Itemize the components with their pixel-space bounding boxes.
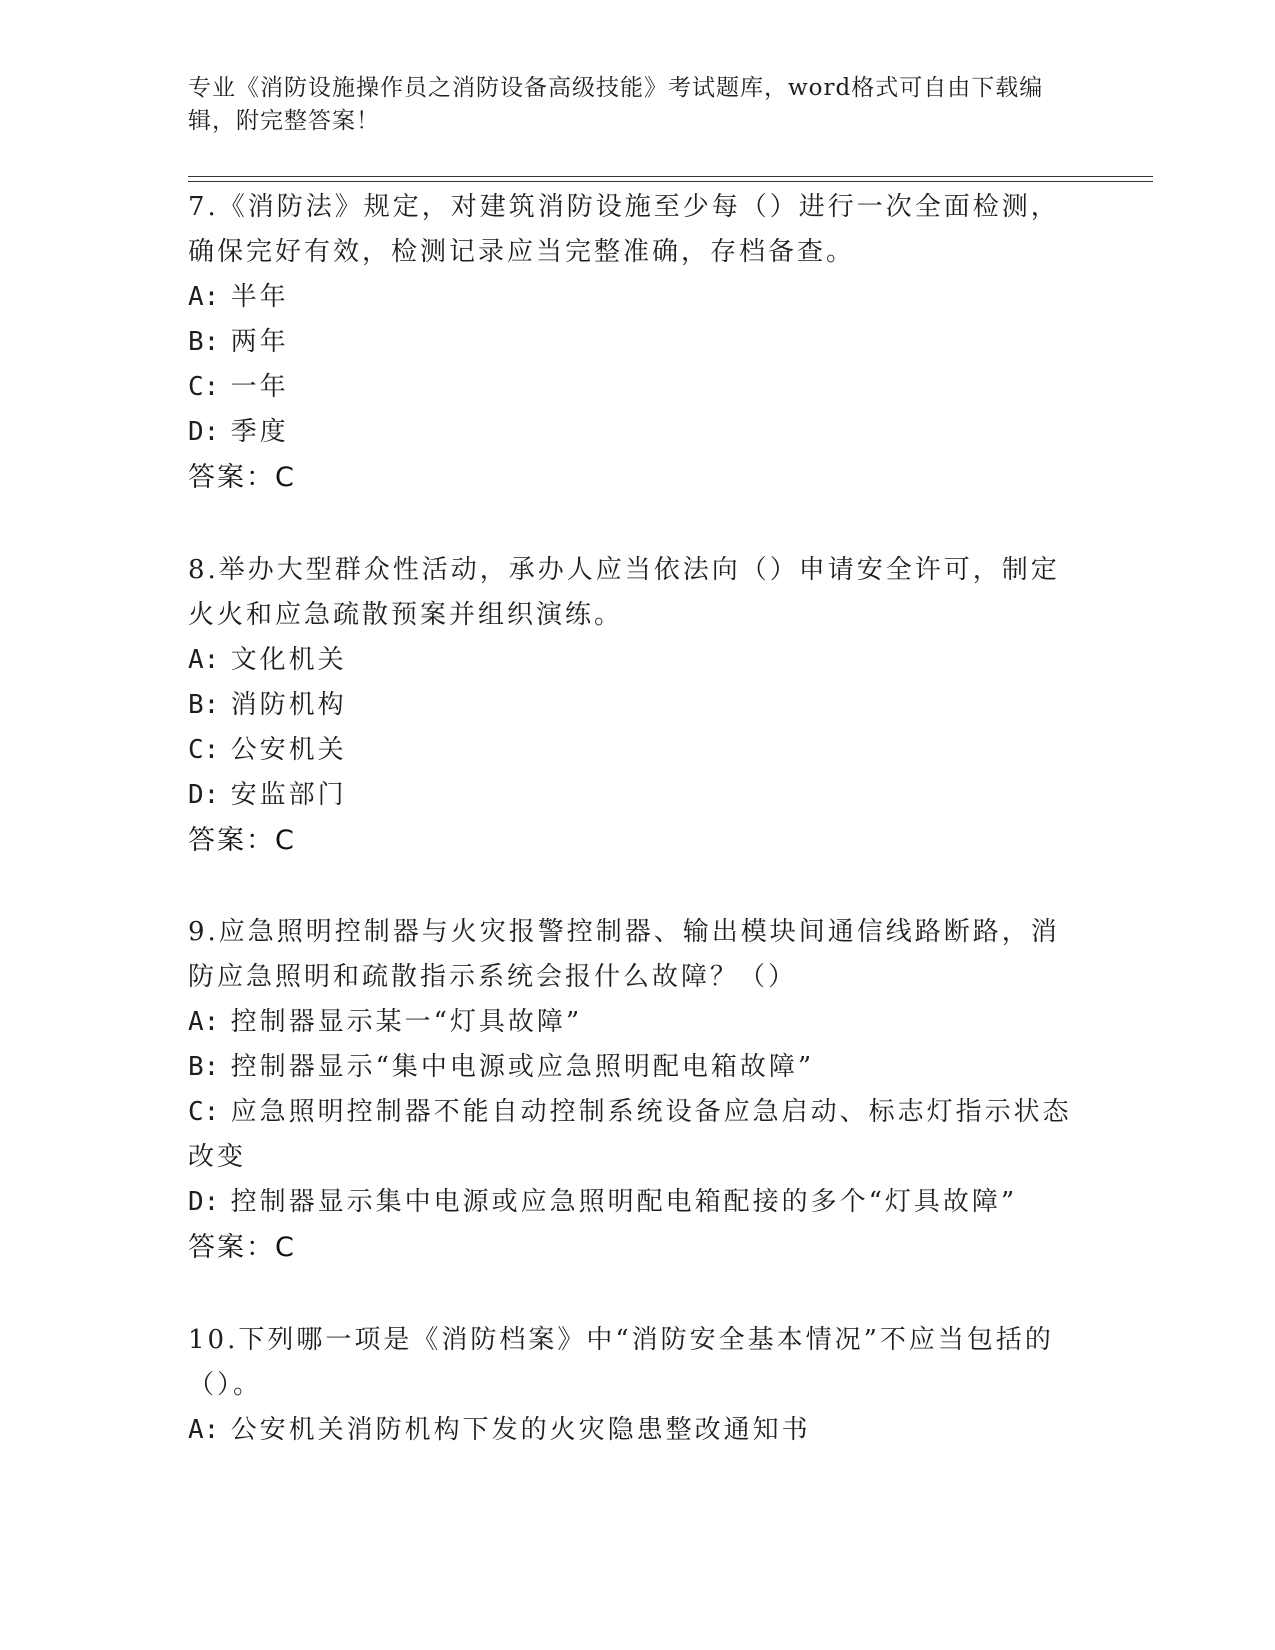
question-8 [188,548,1088,863]
option-b [188,1045,1088,1090]
option-b [188,320,1088,365]
header-divider-top [188,176,1153,177]
option-d [188,1180,1088,1225]
option-text: 控制器显示集中电源或应急照明配电箱配接的多个“灯具故障” [230,1187,1018,1217]
option-letter: A: [188,645,220,675]
option-c [188,365,1088,410]
question-stem: 9.应急照明控制器与火灾报警控制器、输出模块间通信线路断路，消防应急照明和疏散指示系统会报什么故障？（） [188,917,1060,992]
option-letter: C: [188,735,220,765]
option-text: 季度 [230,417,289,447]
option-text: 安监部门 [230,780,347,810]
option-a [188,1000,1088,1045]
option-text: 消防机构 [230,690,347,720]
option-d [188,410,1088,455]
question-stem: 7.《消防法》规定，对建筑消防设施至少每（）进行一次全面检测，确保完好有效，检测记录应当完整准确，存档备查。 [188,192,1060,267]
option-letter: D: [188,417,220,447]
answer: 答案：C [188,825,296,856]
option-text: 控制器显示某一“灯具故障” [230,1007,583,1037]
option-a [188,638,1088,683]
option-text: 控制器显示“集中电源或应急照明配电箱故障” [230,1052,815,1082]
option-letter: A: [188,1007,220,1037]
question-10 [188,1318,1088,1453]
question-stem: 8.举办大型群众性活动，承办人应当依法向（）申请安全许可，制定火火和应急疏散预案并组织演练。 [188,555,1060,630]
question-stem: 10.下列哪一项是《消防档案》中“消防安全基本情况”不应当包括的（）。 [188,1325,1054,1400]
option-c [188,1090,1088,1180]
option-letter: C: [188,372,220,402]
option-text: 半年 [230,282,289,312]
option-letter: B: [188,690,220,720]
option-d [188,773,1088,818]
option-letter: D: [188,780,220,810]
page-header: 专业《消防设施操作员之消防设备高级技能》考试题库，word格式可自由下载编辑，附完整答案！ [188,75,1044,134]
option-a [188,275,1088,320]
option-letter: B: [188,1052,220,1082]
option-letter: B: [188,327,220,357]
option-letter: D: [188,1187,220,1217]
question-9 [188,910,1088,1270]
option-letter: A: [188,1415,220,1445]
option-letter: C: [188,1097,220,1127]
option-text: 公安机关 [230,735,347,765]
answer: 答案：C [188,1232,296,1263]
option-c [188,728,1088,773]
option-letter: A: [188,282,220,312]
option-text: 公安机关消防机构下发的火灾隐患整改通知书 [230,1415,811,1445]
option-b [188,683,1088,728]
question-7 [188,185,1088,500]
option-text: 两年 [230,327,289,357]
option-a [188,1408,1088,1453]
answer: 答案：C [188,462,296,493]
option-text: 文化机关 [230,645,347,675]
option-text: 应急照明控制器不能自动控制系统设备应急启动、标志灯指示状态改变 [188,1097,1072,1172]
header-divider-bottom [188,181,1153,182]
option-text: 一年 [230,372,289,402]
